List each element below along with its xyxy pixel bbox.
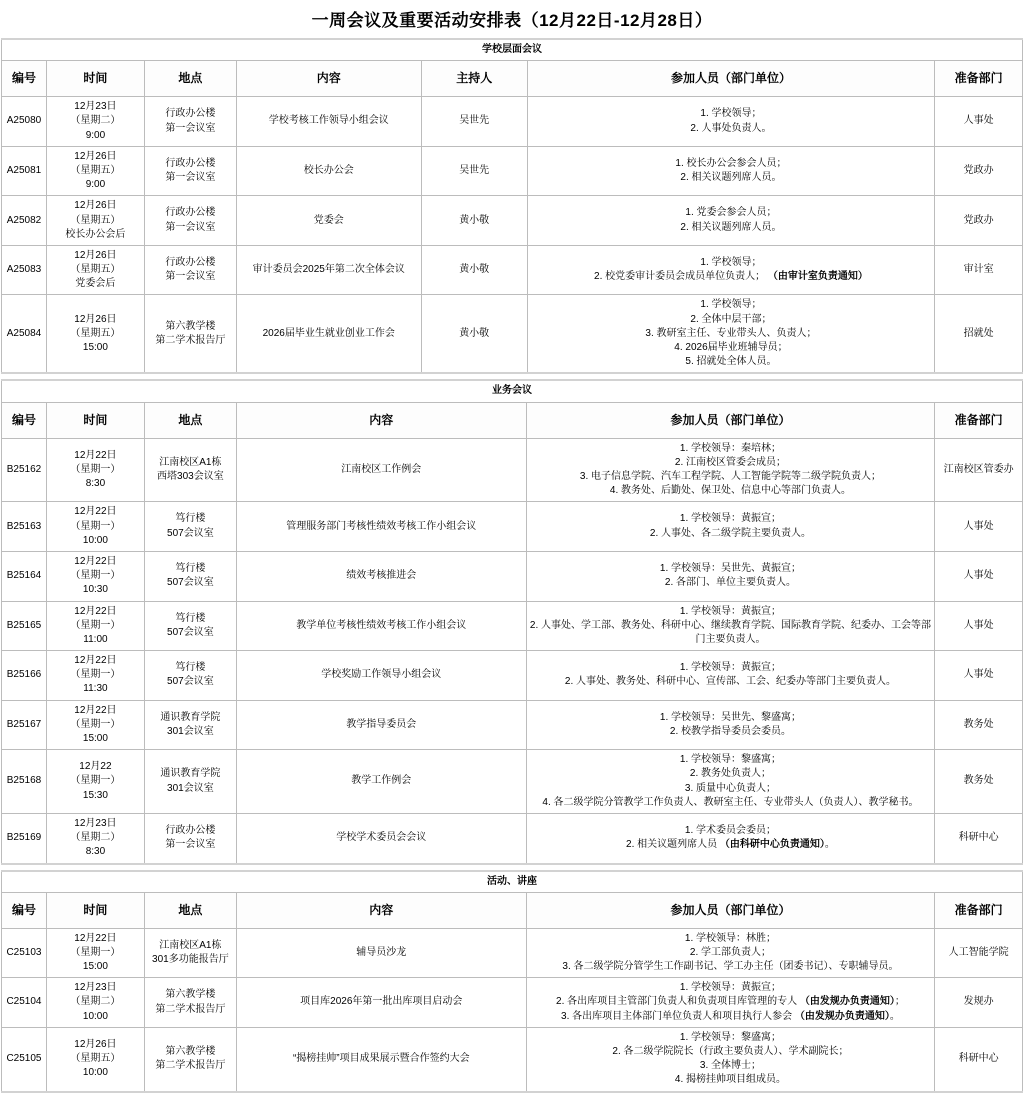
table-row xyxy=(2,1027,1023,1091)
participants-cell xyxy=(526,601,934,651)
content-cell: 教学指导委员会 xyxy=(236,700,526,750)
participants-cell xyxy=(526,502,934,552)
column-header: 准备部门 xyxy=(935,892,1023,928)
row-id-cell: A25084 xyxy=(2,295,47,373)
participant-line: 4. 各二级学院分管教学工作负责人、教研室主任、专业带头人（负责人）、教学秘书。 xyxy=(542,796,919,808)
location-cell: 行政办公楼 第一会议室 xyxy=(144,813,236,863)
participant-line: 2. 校党委审计委员会成员单位负责人； （由审计室负责通知） xyxy=(594,271,868,283)
column-header: 编号 xyxy=(2,402,47,438)
time-cell: 12月26日 （星期五） 党委会后 xyxy=(46,245,144,295)
schedule-tables xyxy=(1,38,1023,1093)
location-cell: 笃行楼 507会议室 xyxy=(144,551,236,601)
section-title: 业务会议 xyxy=(2,380,1023,402)
row-id-cell: A25080 xyxy=(2,97,47,147)
participant-line: 2. 各部门、单位主要负责人。 xyxy=(664,577,797,589)
row-id-cell: C25103 xyxy=(2,928,47,978)
row-id-cell: B25167 xyxy=(2,700,47,750)
content-cell: 教学工作例会 xyxy=(236,750,526,814)
time-cell: 12月22日 （星期一） 8:30 xyxy=(46,438,144,502)
prep-department-cell: 党政办 xyxy=(935,146,1023,196)
participants-cell xyxy=(526,928,934,978)
column-header: 时间 xyxy=(46,402,144,438)
row-id-cell: A25081 xyxy=(2,146,47,196)
table-row xyxy=(2,295,1023,373)
row-id-cell: B25163 xyxy=(2,502,47,552)
time-cell: 12月22日 （星期一） 11:00 xyxy=(46,601,144,651)
time-cell: 12月26日 （星期五） 9:00 xyxy=(46,146,144,196)
column-header: 编号 xyxy=(2,892,47,928)
table-row xyxy=(2,813,1023,863)
column-header-row xyxy=(2,61,1023,97)
time-cell: 12月22日 （星期一） 15:00 xyxy=(46,700,144,750)
time-cell: 12月22日 （星期一） 11:30 xyxy=(46,651,144,701)
prep-department-cell: 人事处 xyxy=(935,97,1023,147)
table-row xyxy=(2,978,1023,1028)
table-row xyxy=(2,551,1023,601)
participant-line: 1. 学校领导：黄振宣； xyxy=(679,662,782,674)
participant-line: 2. 相关议题列席人员。 xyxy=(680,172,782,184)
table-row xyxy=(2,601,1023,651)
prep-department-cell: 招就处 xyxy=(935,295,1023,373)
host-cell: 吴世先 xyxy=(421,97,527,147)
content-cell: 项目库2026年第一批出库项目启动会 xyxy=(236,978,526,1028)
content-cell: 江南校区工作例会 xyxy=(236,438,526,502)
column-header: 参加人员（部门单位） xyxy=(527,61,934,97)
participant-line: 3. 各二级学院分管学生工作副书记、学工办主任（团委书记）、专职辅导员。 xyxy=(562,961,899,973)
table-row xyxy=(2,146,1023,196)
table-row xyxy=(2,97,1023,147)
participant-line: 2. 教务处负责人； xyxy=(689,768,772,780)
participants-cell xyxy=(527,97,934,147)
content-cell: 教学单位考核性绩效考核工作小组会议 xyxy=(236,601,526,651)
location-cell: 行政办公楼 第一会议室 xyxy=(144,245,236,295)
content-cell: 学校考核工作领导小组会议 xyxy=(236,97,421,147)
content-cell: 2026届毕业生就业创业工作会 xyxy=(236,295,421,373)
prep-department-cell: 教务处 xyxy=(935,700,1023,750)
participants-cell xyxy=(526,978,934,1028)
column-header: 编号 xyxy=(2,61,47,97)
time-cell: 12月23日 （星期二） 9:00 xyxy=(46,97,144,147)
participant-line: 1. 学校领导：黎盛寓； xyxy=(679,754,782,766)
participant-line: 1. 党委会参会人员； xyxy=(685,207,777,219)
participant-line: 1. 学术委员会委员； xyxy=(684,825,777,837)
column-header: 地点 xyxy=(144,61,236,97)
location-cell: 笃行楼 507会议室 xyxy=(144,601,236,651)
participant-line: 4. 教务处、后勤处、保卫处、信息中心等部门负责人。 xyxy=(609,485,852,497)
participants-cell xyxy=(527,295,934,373)
column-header: 内容 xyxy=(236,402,526,438)
prep-department-cell: 发规办 xyxy=(935,978,1023,1028)
participant-line: 3. 电子信息学院、汽车工程学院、人工智能学院等二级学院负责人； xyxy=(579,471,882,482)
participant-line: 3. 教研室主任、专业带头人、负责人； xyxy=(645,327,817,339)
participant-line: 1. 学校领导：林胜； xyxy=(684,932,777,944)
participants-cell xyxy=(527,245,934,295)
location-cell: 江南校区A1栋 301多功能报告厅 xyxy=(144,928,236,978)
table-row xyxy=(2,245,1023,295)
content-cell: “揭榜挂帅”项目成果展示暨合作签约大会 xyxy=(236,1027,526,1091)
row-id-cell: B25166 xyxy=(2,651,47,701)
table-row xyxy=(2,928,1023,978)
participant-line: 2. 人事处、教务处、科研中心、宣传部、工会、纪委办等部门主要负责人。 xyxy=(564,676,897,688)
participant-line: 1. 学校领导； xyxy=(700,108,762,120)
location-cell: 行政办公楼 第一会议室 xyxy=(144,196,236,246)
prep-department-cell: 党政办 xyxy=(935,196,1023,246)
content-cell: 校长办公会 xyxy=(236,146,421,196)
section-table-1 xyxy=(1,38,1023,374)
participant-line: 1. 学校领导：黄振宣； xyxy=(679,513,782,525)
participant-line: 1. 学校领导：吴世先、黄振宣； xyxy=(659,563,802,575)
prep-department-cell: 人工智能学院 xyxy=(935,928,1023,978)
content-cell: 绩效考核推进会 xyxy=(236,551,526,601)
column-header-row xyxy=(2,892,1023,928)
participant-line: 2. 江南校区管委会成员； xyxy=(674,456,787,468)
location-cell: 江南校区A1栋 西塔303会议室 xyxy=(144,438,236,502)
column-header: 准备部门 xyxy=(935,402,1023,438)
time-cell: 12月22日 （星期一） 15:00 xyxy=(46,928,144,978)
row-id-cell: B25168 xyxy=(2,750,47,814)
content-cell: 学校奖励工作领导小组会议 xyxy=(236,651,526,701)
content-cell: 审计委员会2025年第二次全体会议 xyxy=(236,245,421,295)
table-row xyxy=(2,438,1023,502)
content-cell: 党委会 xyxy=(236,196,421,246)
row-id-cell: B25165 xyxy=(2,601,47,651)
participant-line: 1. 校长办公会参会人员； xyxy=(675,157,787,169)
row-id-cell: C25105 xyxy=(2,1027,47,1091)
prep-department-cell: 科研中心 xyxy=(935,813,1023,863)
host-cell: 黄小敬 xyxy=(421,295,527,373)
prep-department-cell: 人事处 xyxy=(935,502,1023,552)
column-header: 地点 xyxy=(144,892,236,928)
host-cell: 吴世先 xyxy=(421,146,527,196)
prep-department-cell: 江南校区管委办 xyxy=(935,438,1023,502)
time-cell: 12月23日 （星期二） 10:00 xyxy=(46,978,144,1028)
section-title-row xyxy=(2,871,1023,893)
prep-department-cell: 人事处 xyxy=(935,551,1023,601)
content-cell: 辅导员沙龙 xyxy=(236,928,526,978)
row-id-cell: B25162 xyxy=(2,438,47,502)
column-header: 内容 xyxy=(236,892,526,928)
column-header: 主持人 xyxy=(421,61,527,97)
participant-line: 1. 学校领导：黎盛寓； xyxy=(679,1031,782,1043)
participants-cell xyxy=(526,700,934,750)
location-cell: 笃行楼 507会议室 xyxy=(144,651,236,701)
location-cell: 行政办公楼 第一会议室 xyxy=(144,97,236,147)
time-cell: 12月26日 （星期五） 10:00 xyxy=(46,1027,144,1091)
participant-line: 1. 学校领导； xyxy=(700,299,762,311)
participant-line: 2. 人事处、学工部、教务处、科研中心、继续教育学院、国际教育学院、纪委办、工会等部门主要负责人。 xyxy=(529,619,932,645)
participant-line: 1. 学校领导：黄振宣； xyxy=(679,605,782,617)
location-cell: 通识教育学院 301会议室 xyxy=(144,750,236,814)
table-row xyxy=(2,651,1023,701)
participants-cell xyxy=(526,750,934,814)
row-id-cell: A25083 xyxy=(2,245,47,295)
host-cell: 黄小敬 xyxy=(421,245,527,295)
section-table-2 xyxy=(1,379,1023,864)
participant-line: 3. 各出库项目主体部门单位负责人和项目执行人参会 （由发规办负责通知）。 xyxy=(561,1010,900,1022)
participant-line: 2. 学工部负责人； xyxy=(689,946,772,958)
column-header: 时间 xyxy=(46,61,144,97)
content-cell: 学校学术委员会会议 xyxy=(236,813,526,863)
participant-line: 2. 人事处负责人。 xyxy=(690,122,772,134)
table-row xyxy=(2,750,1023,814)
time-cell: 12月26日 （星期五） 校长办公会后 xyxy=(46,196,144,246)
time-cell: 12月23日 （星期二） 8:30 xyxy=(46,813,144,863)
participant-line: 4. 2026届毕业班辅导员； xyxy=(674,342,788,354)
section-table-3 xyxy=(1,870,1023,1093)
location-cell: 笃行楼 507会议室 xyxy=(144,502,236,552)
participant-line: 2. 人事处、各二级学院主要负责人。 xyxy=(649,527,812,539)
participant-line: 1. 学校领导； xyxy=(700,257,762,268)
section-title-row xyxy=(2,380,1023,402)
location-cell: 第六教学楼 第二学术报告厅 xyxy=(144,1027,236,1091)
participants-cell xyxy=(527,146,934,196)
column-header: 参加人员（部门单位） xyxy=(526,402,934,438)
participant-line: 5. 招就处全体人员。 xyxy=(685,356,777,368)
prep-department-cell: 人事处 xyxy=(935,601,1023,651)
column-header: 准备部门 xyxy=(935,61,1023,97)
prep-department-cell: 科研中心 xyxy=(935,1027,1023,1091)
column-header: 时间 xyxy=(46,892,144,928)
participant-line: 3. 质量中心负责人； xyxy=(684,782,777,794)
table-row xyxy=(2,502,1023,552)
participants-cell xyxy=(526,1027,934,1091)
participants-cell xyxy=(526,551,934,601)
row-id-cell: A25082 xyxy=(2,196,47,246)
row-id-cell: B25169 xyxy=(2,813,47,863)
row-id-cell: C25104 xyxy=(2,978,47,1028)
time-cell: 12月22 （星期一） 15:30 xyxy=(46,750,144,814)
location-cell: 第六教学楼 第二学术报告厅 xyxy=(144,295,236,373)
time-cell: 12月26日 （星期五） 15:00 xyxy=(46,295,144,373)
location-cell: 通识教育学院 301会议室 xyxy=(144,700,236,750)
time-cell: 12月22日 （星期一） 10:00 xyxy=(46,502,144,552)
time-cell: 12月22日 （星期一） 10:30 xyxy=(46,551,144,601)
column-header: 参加人员（部门单位） xyxy=(526,892,934,928)
participant-line: 4. 揭榜挂帅项目组成员。 xyxy=(674,1074,787,1086)
location-cell: 第六教学楼 第二学术报告厅 xyxy=(144,978,236,1028)
table-row xyxy=(2,196,1023,246)
prep-department-cell: 人事处 xyxy=(935,651,1023,701)
section-title: 学校层面会议 xyxy=(2,39,1023,61)
column-header: 内容 xyxy=(236,61,421,97)
prep-department-cell: 审计室 xyxy=(935,245,1023,295)
participants-cell xyxy=(526,813,934,863)
participants-cell xyxy=(526,438,934,502)
section-title-row xyxy=(2,39,1023,61)
host-cell: 黄小敬 xyxy=(421,196,527,246)
participant-line: 3. 全体博士； xyxy=(699,1060,762,1072)
participant-line: 1. 学校领导：秦培林； xyxy=(679,442,782,454)
prep-department-cell: 教务处 xyxy=(935,750,1023,814)
participant-line: 2. 各出库项目主管部门负责人和负责项目库管理的专人 （由发规办负责通知）； xyxy=(556,996,905,1008)
participant-line: 2. 相关议题列席人员 （由科研中心负责通知）。 xyxy=(626,839,835,851)
location-cell: 行政办公楼 第一会议室 xyxy=(144,146,236,196)
participant-line: 1. 学校领导：黄振宣； xyxy=(679,982,782,994)
row-id-cell: B25164 xyxy=(2,551,47,601)
page-title: 一周会议及重要活动安排表（12月22日-12月28日） xyxy=(311,11,713,30)
participant-line: 2. 相关议题列席人员。 xyxy=(680,221,782,233)
column-header-row xyxy=(2,402,1023,438)
participant-line: 2. 各二级学院院长（行政主要负责人）、学术副院长； xyxy=(612,1046,849,1058)
participants-cell xyxy=(527,196,934,246)
table-row xyxy=(2,700,1023,750)
column-header: 地点 xyxy=(144,402,236,438)
participant-line: 1. 学校领导：吴世先、黎盛寓； xyxy=(659,711,802,723)
participant-line: 2. 全体中层干部； xyxy=(690,313,772,325)
section-title: 活动、讲座 xyxy=(2,871,1023,893)
content-cell: 管理服务部门考核性绩效考核工作小组会议 xyxy=(236,502,526,552)
participants-cell xyxy=(526,651,934,701)
participant-line: 2. 校教学指导委员会委员。 xyxy=(669,725,792,737)
